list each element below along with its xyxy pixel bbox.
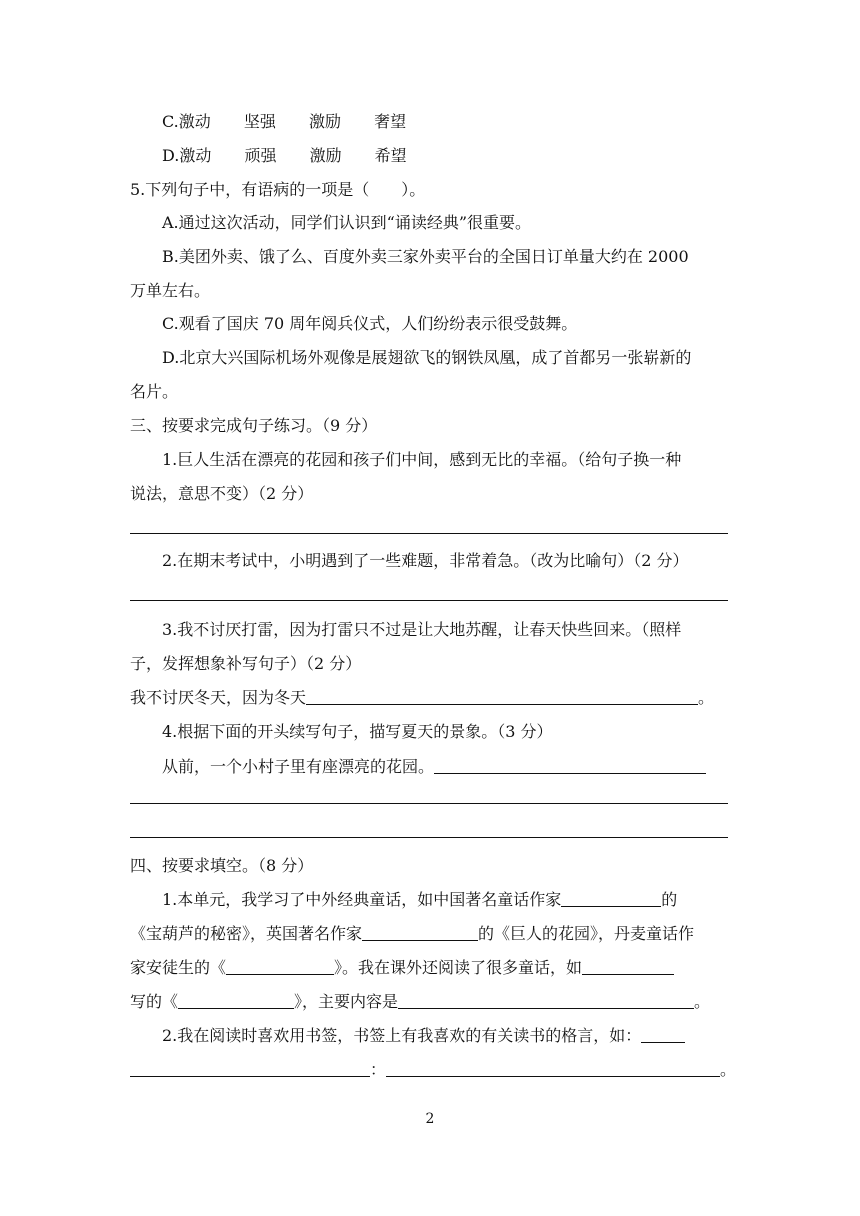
s4-q1-row4 <box>130 992 710 1012</box>
s4-q1-text-1: 1.本单元，我学习了中外经典童话，如中国著名童话作家 <box>162 890 562 909</box>
option-d-word-4: 希望 <box>374 146 407 165</box>
s4-q1-text-8: 》，主要内容是 <box>294 992 399 1011</box>
section4-heading: 四、按要求填空。（8 分） <box>130 856 314 875</box>
s3-q4-blank-1[interactable] <box>434 757 706 774</box>
s3-q1-line2: 说法，意思不变）（2 分） <box>130 484 314 503</box>
page-number: 2 <box>425 1111 435 1127</box>
option-d-label: D.激动 <box>162 146 212 165</box>
option-c-word-4: 奢望 <box>374 112 407 131</box>
q5-option-a: A.通过这次活动，同学们认识到“诵读经典”很重要。 <box>162 213 532 232</box>
option-c-word-2: 坚强 <box>243 112 276 131</box>
s3-q3-prompt: 我不讨厌冬天，因为冬天 <box>130 688 307 707</box>
s3-q4-answer-line-2[interactable] <box>130 803 728 804</box>
s4-q1-text-5: 家安徒生的《 <box>130 958 227 977</box>
s4-q2-row1 <box>162 1026 685 1046</box>
s3-q1-answer-line[interactable] <box>130 533 728 534</box>
s4-q1-text-3: 《宝葫芦的秘密》，英国著名作家 <box>130 924 363 943</box>
s4-q1-period: 。 <box>694 992 711 1011</box>
s4-q2-blank-1[interactable] <box>641 1026 685 1043</box>
s4-q1-blank-author-uk[interactable] <box>362 924 478 941</box>
s3-q3-line1: 3.我不讨厌打雷，因为打雷只不过是让大地苏醒，让春天快些回来。（照样 <box>162 620 682 639</box>
s3-q3-fill <box>130 688 714 708</box>
s3-q2-answer-line[interactable] <box>130 600 728 601</box>
q5-option-d-line2: 名片。 <box>130 382 179 401</box>
s4-q2-blank-quote[interactable] <box>386 1060 720 1077</box>
s3-q2: 2.在期末考试中，小明遇到了一些难题，非常着急。（改为比喻句）（2 分） <box>162 551 689 570</box>
s3-q3-line2: 子，发挥想象补写句子）（2 分） <box>130 654 362 673</box>
s3-q3-blank[interactable] <box>306 688 698 705</box>
option-c-word-3: 激励 <box>308 112 341 131</box>
option-c-row <box>162 112 406 132</box>
s3-q1-line1: 1.巨人生活在漂亮的花园和孩子们中间，感到无比的幸福。（给句子换一种 <box>162 450 682 469</box>
s3-q4: 4.根据下面的开头续写句子，描写夏天的景象。（3 分） <box>162 722 553 741</box>
q5-option-b-line1: B.美团外卖、饿了么、百度外卖三家外卖平台的全国日订单量大约在 2000 <box>162 247 689 266</box>
q5-option-b-line2: 万单左右。 <box>130 281 211 300</box>
option-d-word-3: 激励 <box>309 146 342 165</box>
s4-q1-blank-andersen-title[interactable] <box>226 958 334 975</box>
s4-q2-period: 。 <box>720 1060 737 1079</box>
s4-q1-row1 <box>162 890 677 910</box>
s4-q2-row2 <box>130 1060 736 1080</box>
s4-q1-text-6: 》。我在课外还阅读了很多童话，如 <box>334 958 583 977</box>
s4-q2-text: 2.我在阅读时喜欢用书签，书签上有我喜欢的有关读书的格言，如： <box>162 1026 642 1045</box>
s4-q1-text-2: 的 <box>661 890 678 909</box>
s3-q4-start: 从前，一个小村子里有座漂亮的花园。 <box>162 757 435 776</box>
s4-q1-blank-author-cn[interactable] <box>561 890 661 907</box>
q5-option-c: C.观看了国庆 70 周年阅兵仪式，人们纷纷表示很受鼓舞。 <box>162 314 578 333</box>
s4-q1-blank-content[interactable] <box>398 992 694 1009</box>
option-d-row <box>162 146 407 166</box>
s4-q1-row3 <box>130 958 674 978</box>
s4-q2-colon: ： <box>370 1060 387 1079</box>
s4-q1-row2 <box>130 924 694 944</box>
s3-q4-start-row <box>162 757 706 777</box>
s4-q1-text-7: 写的《 <box>130 992 179 1011</box>
q5-stem: 5.下列句子中，有语病的一项是（ ）。 <box>130 180 426 199</box>
s4-q1-blank-extra-title[interactable] <box>178 992 294 1009</box>
s4-q1-text-4: 的《巨人的花园》，丹麦童话作 <box>478 924 695 943</box>
s3-q4-answer-line-3[interactable] <box>130 837 728 838</box>
s4-q2-blank-author[interactable] <box>130 1060 370 1077</box>
s3-q3-period: 。 <box>698 688 715 707</box>
q5-option-d-line1: D.北京大兴国际机场外观像是展翅欲飞的钢铁凤凰，成了首都另一张崭新的 <box>162 348 692 367</box>
s4-q1-blank-extra-author[interactable] <box>582 958 674 975</box>
section3-heading: 三、按要求完成句子练习。（9 分） <box>130 416 378 435</box>
option-d-word-2: 顽强 <box>244 146 277 165</box>
option-c-label: C.激动 <box>162 112 211 131</box>
